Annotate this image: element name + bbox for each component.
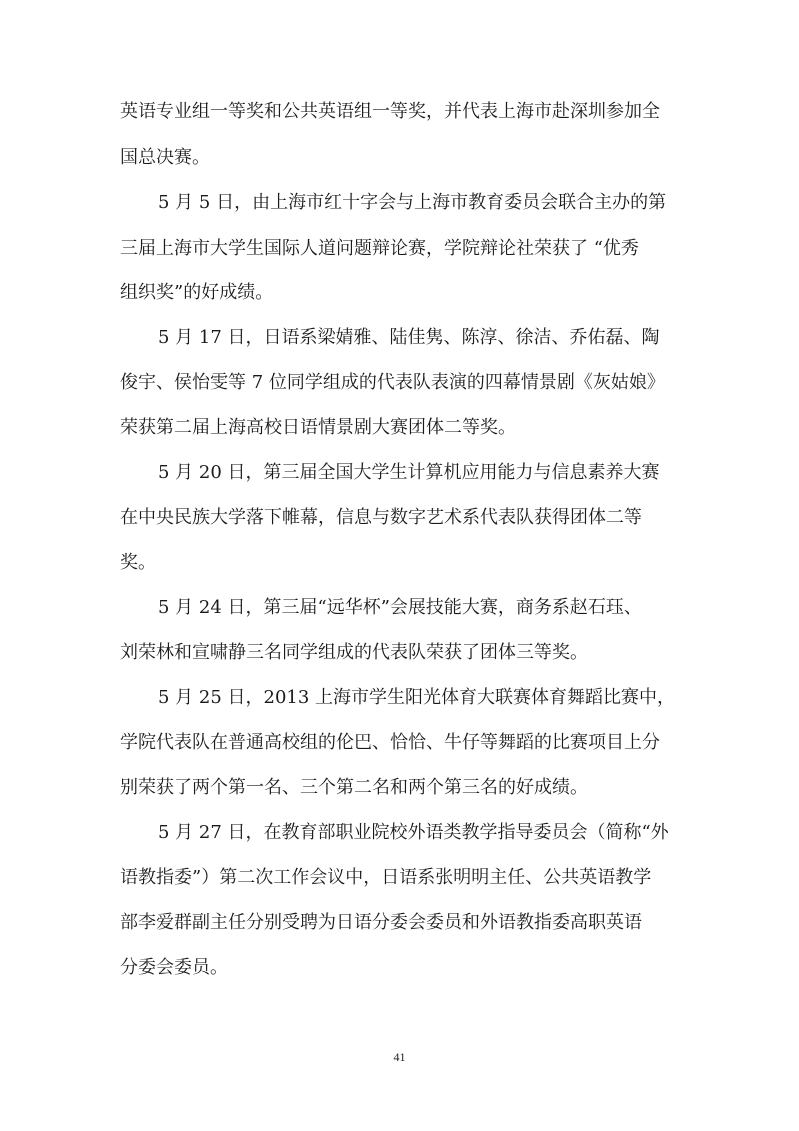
- body-text-line: 在中央民族大学落下帷幕，信息与数字艺术系代表队获得团体二等: [120, 507, 642, 528]
- body-text-line: 5 月 27 日，在教育部职业院校外语类教学指导委员会（简称“外: [158, 822, 669, 843]
- body-text-line: 5 月 25 日，2013 上海市学生阳光体育大联赛体育舞蹈比赛中，: [158, 687, 676, 708]
- body-text-line: 英语专业组一等奖和公共英语组一等奖，并代表上海市赴深圳参加全: [120, 101, 660, 122]
- body-text-line: 奖。: [120, 552, 156, 573]
- body-text-line: 三届上海市大学生国际人道问题辩论赛，学院辩论社荣获了 “优秀: [120, 238, 639, 259]
- body-text-line: 5 月 20 日，第三届全国大学生计算机应用能力与信息素养大赛: [158, 462, 660, 483]
- body-text-line: 组织奖”的好成绩。: [120, 282, 274, 303]
- body-text-line: 刘荣林和宣啸静三名同学组成的代表队荣获了团体三等奖。: [120, 642, 588, 663]
- body-text-line: 语教指委”）第二次工作会议中，日语系张明明主任、公共英语教学: [120, 867, 652, 888]
- body-text-line: 5 月 5 日，由上海市红十字会与上海市教育委员会联合主办的第: [158, 192, 667, 213]
- body-text-line: 学院代表队在普通高校组的伦巴、恰恰、牛仔等舞蹈的比赛项目上分: [120, 732, 660, 753]
- body-text-line: 分委会委员。: [120, 957, 228, 978]
- body-text-line: 俊宇、侯怡雯等 7 位同学组成的代表队表演的四幕情景剧《灰姑娘》: [120, 372, 665, 393]
- body-text-line: 荣获第二届上海高校日语情景剧大赛团体二等奖。: [120, 417, 516, 438]
- page-number: 41: [393, 1050, 406, 1064]
- body-text-line: 国总决赛。: [120, 147, 210, 168]
- body-text-line: 5 月 17 日，日语系梁婧雅、陆佳隽、陈淳、徐洁、乔佑磊、陶: [158, 327, 660, 348]
- body-text-line: 别荣获了两个第一名、三个第二名和两个第三名的好成绩。: [120, 777, 588, 798]
- body-text-line: 5 月 24 日，第三届“远华杯”会展技能大赛，商务系赵石珏、: [158, 597, 642, 618]
- body-text-line: 部李爱群副主任分别受聘为日语分委会委员和外语教指委高职英语: [120, 912, 642, 933]
